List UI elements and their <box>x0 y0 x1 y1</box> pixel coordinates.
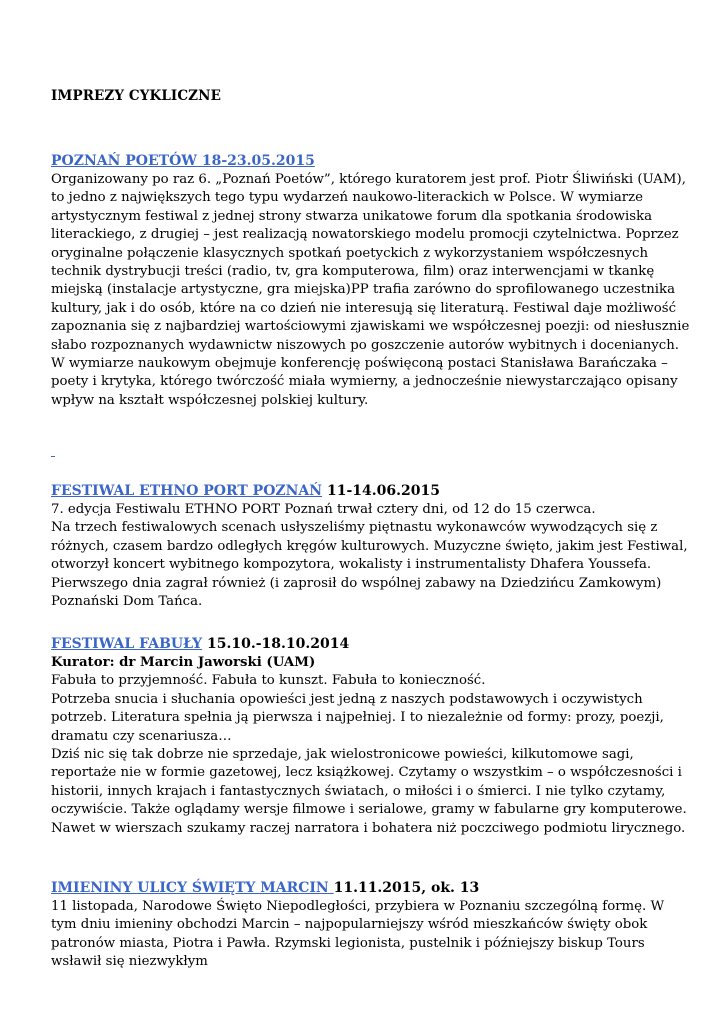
section-paragraph: Na trzech festiwalowych scenach usłyszeliśmy piętnastu wykonawców wywodzących się z różnych, czasem bardzo odległych kręgów kulturowych. Muzyczne święto, jakim jest Festiwal, otworzył koncert wybitnego kompozytora, wokalisty i instrumentalisty Dhafera Youssefa. Pierwszego dnia zagrał również (i zaprosił do wspólnej zabawy na Dziedzińcu Zamkowym) Poznański Dom Tańca. <box>51 520 688 610</box>
event-link[interactable]: FESTIWAL ETHNO PORT POZNAŃ <box>51 483 323 499</box>
section-paragraph: Organizowany po raz 6. „Poznań Poetów”, którego kuratorem jest prof. Piotr Śliwiński (UAM), to jedno z największych tego typu wydarzeń naukowo-literackich w Polsce. W wymiarze artystycznym festiwal z jednej strony stwarza unikatowe forum dla spotkania środowiska literackiego, z drugiej – jest realizacją nowatorskiego modelu promocji czytelnictwa. Poprzez oryginalne połączenie klasycznych spotkań poetyckich z wykorzystaniem współczesnych technik dystrybucji treści (radio, tv, gra komputerowa, film) oraz interwencjami w tkankę miejską (instalacje artystyczne, gra miejska)PP trafia zarówno do sprofilowanego uczestnika kultury, jak i do osób, które na co dzień nie interesują się literaturą. Festiwal daje możliwość zapoznania się z najbardziej wartościowymi zjawiskami we współczesnej poezji: od niesłusznie słabo rozpoznanych wydawnictw niszowych po goszczenie autorów wybitnych i docenianych. <box>51 172 690 353</box>
section-poznan-poetow <box>51 152 691 410</box>
section-imieniny-ulicy <box>51 879 691 972</box>
event-link[interactable]: POZNAŃ POETÓW 18-23.05.2015 <box>51 153 315 169</box>
event-link[interactable]: IMIENINY ULICY ŚWIĘTY MARCIN <box>51 880 334 896</box>
section-heading <box>51 879 691 898</box>
event-date: 11-14.06.2015 <box>322 483 440 499</box>
section-heading <box>51 635 691 654</box>
document-title: IMPREZY CYKLICZNE <box>51 88 221 104</box>
section-paragraph: 7. edycja Festiwalu ETHNO PORT Poznań trwał cztery dni, od 12 do 15 czerwca. <box>51 502 596 517</box>
section-festiwal-fabuly <box>51 635 691 838</box>
section-paragraph: 11 listopada, Narodowe Święto Niepodległości, przybiera w Poznaniu szczególną formę. W tym dniu imieniny obchodzi Marcin – najpopularniejszy wśród mieszkańców święty obok patronów miasta, Piotra i Pawła. Rzymski legionista, pustelnik i późniejszy biskup Tours wsławił się niezwykłym <box>51 899 665 970</box>
event-date: 15.10.-18.10.2014 <box>202 636 350 652</box>
section-paragraph: Potrzeba snucia i słuchania opowieści jest jedną z naszych podstawowych i oczywistych potrzeb. Literatura spełnia ją pierwsza i najpełniej. I to niezależnie od formy: prozy, poezji, dramatu czy scenariusza… <box>51 691 664 744</box>
section-heading <box>51 152 691 171</box>
event-date: 11.11.2015, ok. 13 <box>333 880 480 896</box>
section-paragraph: W wymiarze naukowym obejmuje konferencję poświęconą postaci Stanisława Barańczaka – poety i krytyka, którego twórczość miała wymierny, a jednocześnie niewystarczająco opisany wpływ na kształt współczesnej polskiej kultury. <box>51 356 678 408</box>
section-paragraph: Fabuła to przyjemność. Fabuła to kunszt. Fabuła to konieczność. <box>51 673 486 689</box>
stray-link-mark <box>51 456 55 457</box>
section-ethno-port <box>51 482 691 611</box>
section-heading <box>51 482 691 501</box>
curator-line: Kurator: dr Marcin Jaworski (UAM) <box>51 655 316 670</box>
event-link[interactable]: FESTIWAL FABUŁY <box>51 636 203 652</box>
section-paragraph: Dziś nic się tak dobrze nie sprzedaje, jak wielostronicowe powieści, kilkutomowe sagi, reportaże nie w formie gazetowej, lecz książkowej. Czytamy o wszystkim – o współczesności i historii, innych krajach i fantastycznych światach, o miłości i o śmierci. I nie tylko czytamy, oczywiście. Także oglądamy wersje filmowe i serialowe, gramy w fabularne gry komputerowe. Nawet w wierszach szukamy raczej narratora i bohatera niż poczciwego podmiotu lirycznego. <box>51 747 687 836</box>
